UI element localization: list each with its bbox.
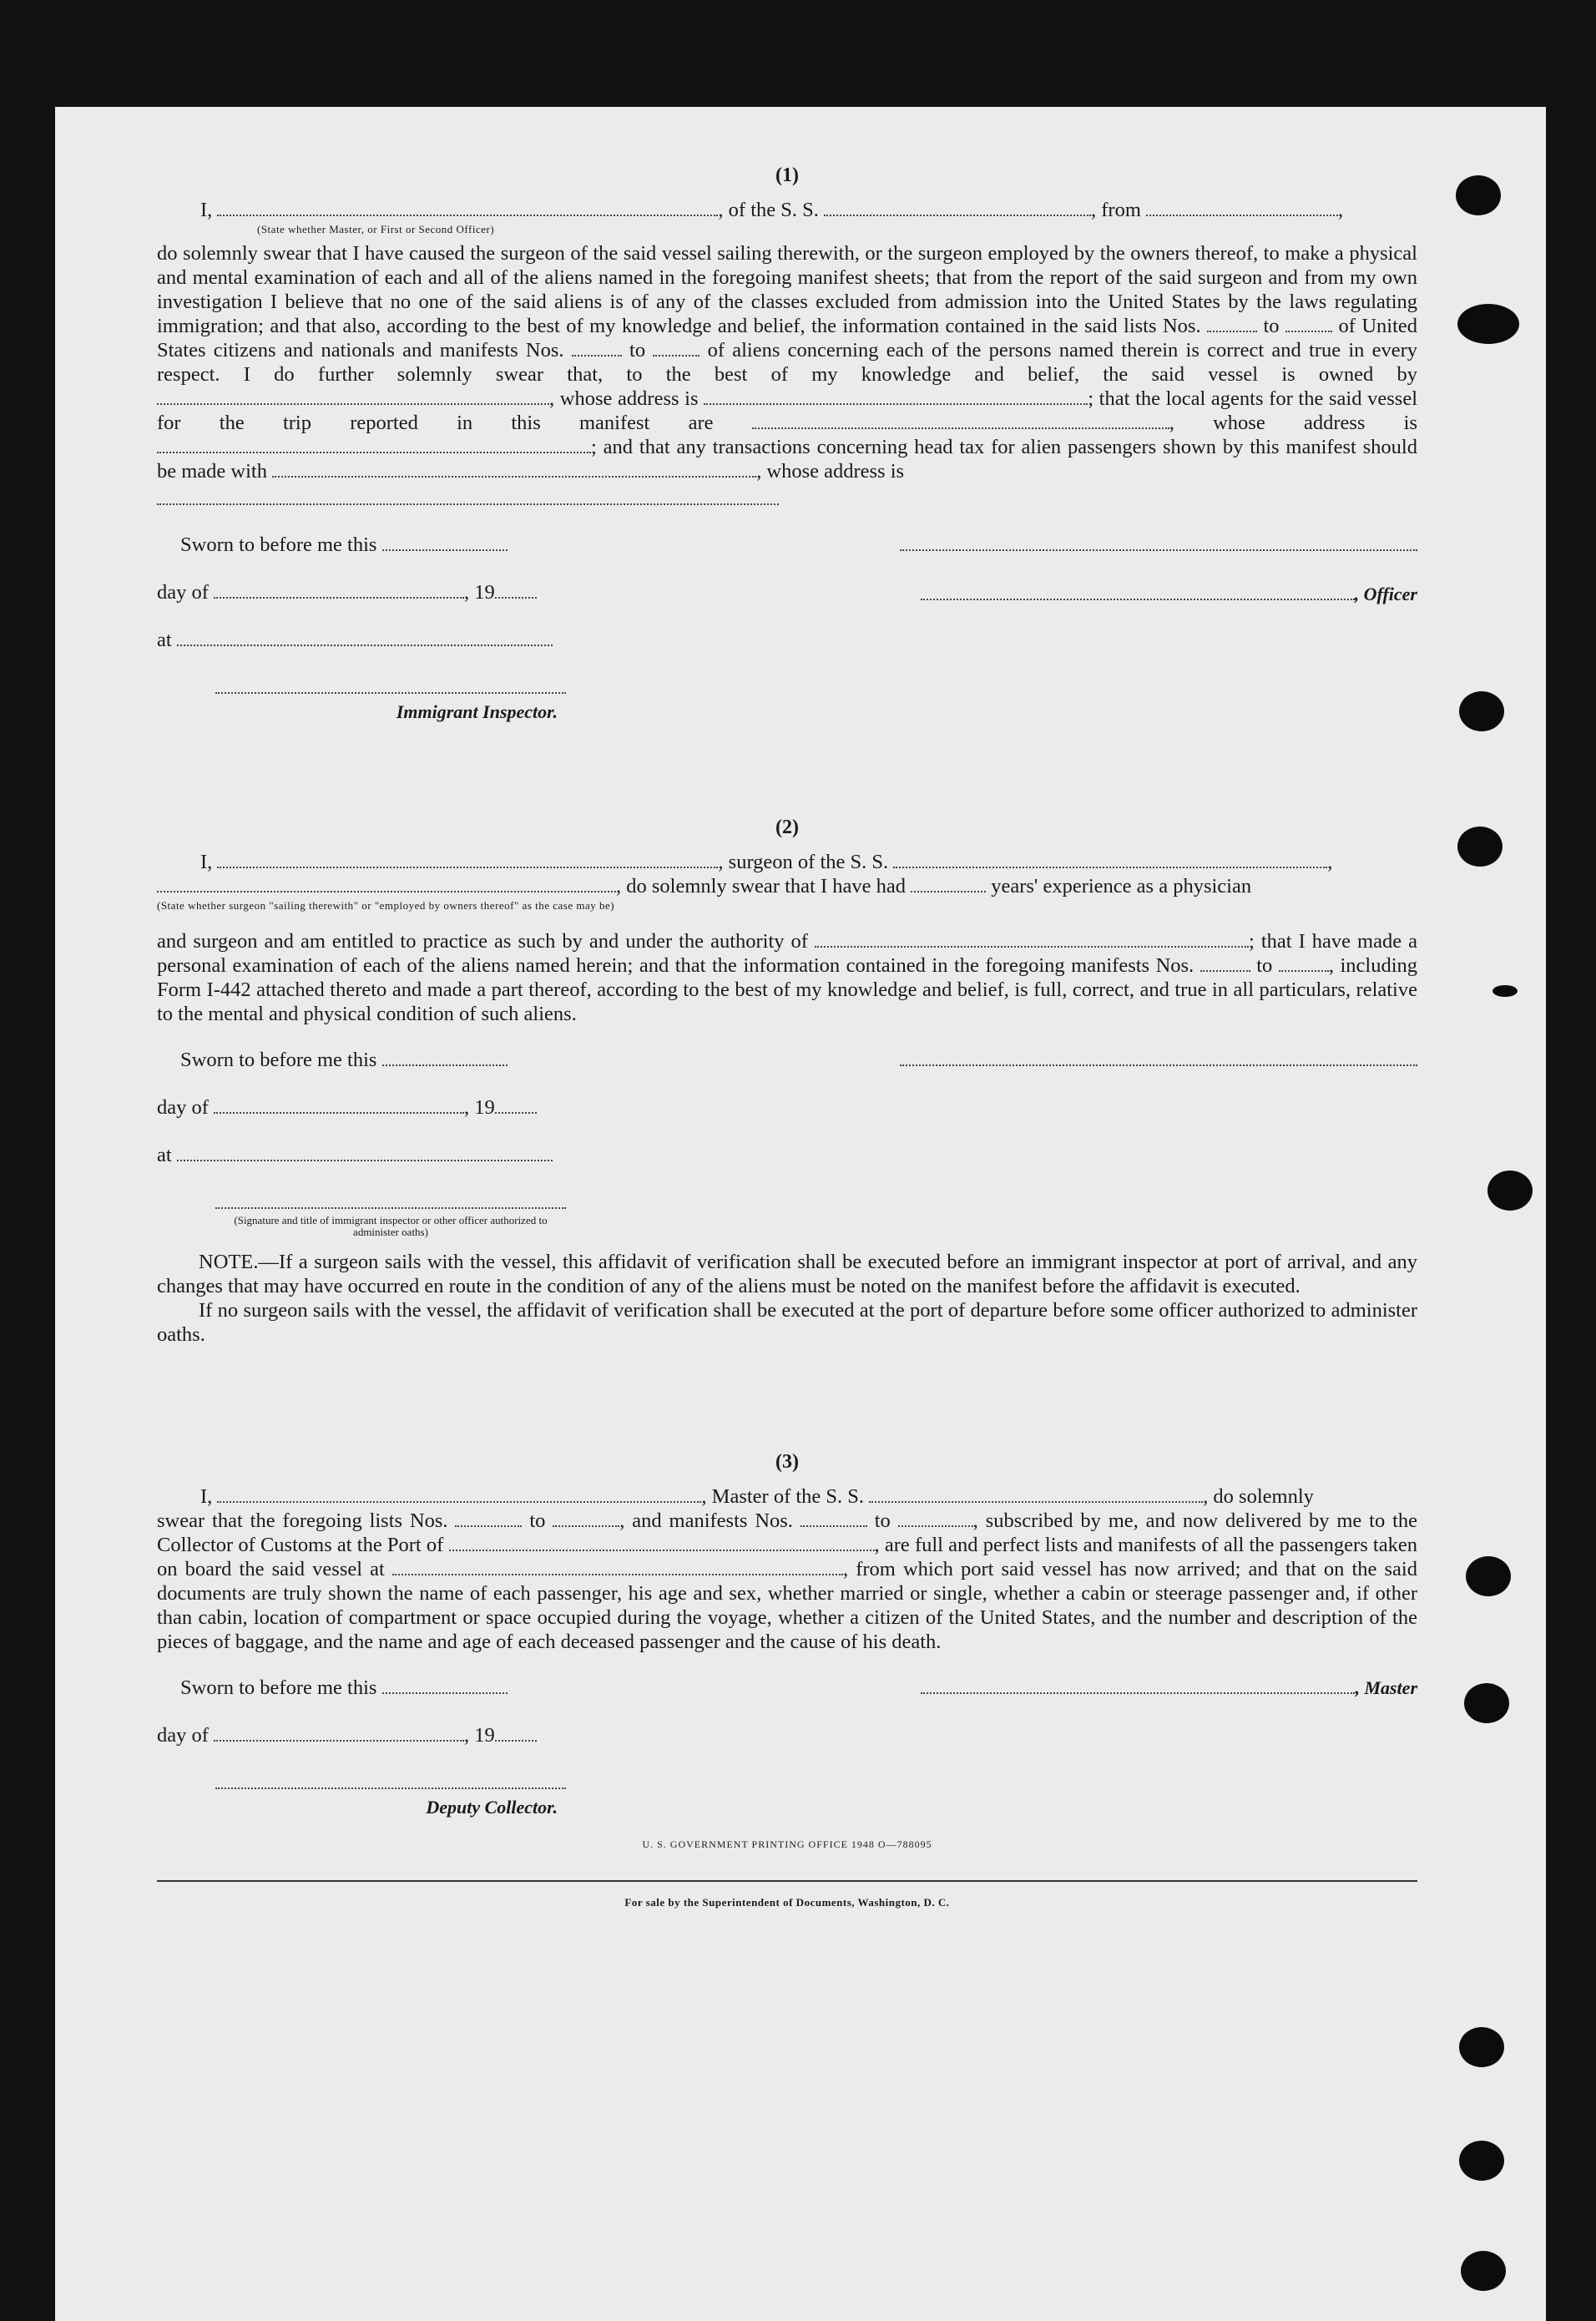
oath-paragraph: do solemnly swear that I have caused the surgeon of the said vessel sailing therewith, or the surgeon employed by the owners thereof, to make a physical and mental examination of each and all of the aliens named in the foregoing manifest sheets; that from the report of the said surgeon and from my own investigation I believe that no one of the said aliens is of any of the classes excluded from admission into the United States by the laws regulating immigration; and that also, according to the best of my knowledge and belief, the information contained in the said lists Nos. to of United States citizens and nationals and manifests Nos. to of aliens concerning each of the persons named therein is correct and true in every respect. I do further solemnly swear that, to the best of my knowledge and belief, the said vessel is owned by , whose address is ; that the local agents for the said vessel for the trip reported in this manifest are , whose address is ; and that any transactions concerning head tax for alien passengers shown by this manifest should be made with , whose address is [157,242,1418,483]
punch-hole [1461,2251,1506,2291]
punch-hole [1459,691,1504,731]
lists-from-field[interactable] [455,1509,522,1527]
sworn-day-field[interactable] [382,533,508,551]
year-field[interactable] [495,1095,537,1114]
officer-field[interactable] [217,198,718,216]
manifests-to-field[interactable] [1279,953,1329,972]
surgeon-status-field[interactable] [157,874,616,892]
from-field[interactable] [1146,198,1338,216]
note-paragraph-2: If no surgeon sails with the vessel, the affidavit of verification shall be executed at the port of departure before some officer authorized to administer oaths. [157,1299,1417,1346]
signature-block-3: Sworn to before me this day of , 19 Deputy Collector. , Master [157,1676,1417,1818]
section-2: (2) I, , surgeon of the S. S. , , do solemnly swear that I have had years' experience as a physician (State whether surgeon "sailing therewith" or "employed by owners thereof" as the case may be) and surgeon and am entitled to practice as such by and under the authority of ; that I have made a personal examination of each of the aliens named herein; and that the information contained in the foregoing manifests Nos. to , including Form I-442 attached thereto and made a part thereof, according to the best of my knowledge and belief, is full, correct, and true in all particulars, relative to the mental and physical condition of such aliens. Sworn to before me this day of , 19 at (Signature and title of immigrant inspector or other officer authorized to administer oaths) NOTE.—If a surgeon sails with the vessel, this affidavit of verification shall be executed before an immigrant inspector at port of arrival, and any changes that may have occurred en route in the condition of any of the aliens must be noted on the manifest before the affidavit is executed. If no surgeon sails with the vessel, the affidavit of verification shall be executed at the port of departure before some officer authorized to administer oaths. [157,817,1418,1346]
punch-hole [1464,1683,1509,1723]
section-number: (3) [775,1451,799,1473]
authority-field[interactable] [815,929,1249,948]
punch-hole [1459,2141,1504,2181]
lists-to-field[interactable] [553,1509,619,1527]
master-signature-field[interactable] [921,1676,1355,1694]
manifests-from-field[interactable] [572,338,622,356]
master-paragraph: swear that the foregoing lists Nos. to , and manifests Nos. to , subscribed by me, and now delivered by me to the Collector of Customs at the Port of , are full and perfect lists and manifests of all the passengers taken on board the said vessel at , from which port said vessel has now arrived; and that on the said documents are truly shown the name of each passenger, his age and sex, whether married or single, whether a cabin or steerage passenger and, if other than cabin, location of compartment or space occupied during the voyage, whether a citizen of the United States, and the number and description of the pieces of baggage, and the name and age of each deceased passenger and the cause of his death. [157,1509,1418,1653]
manifests-to-field[interactable] [898,1509,973,1527]
sworn-day-field[interactable] [382,1676,508,1694]
officer-signature-field-2[interactable] [921,582,1355,600]
surgeon-note: (State whether surgeon "sailing therewith" or "employed by owners thereof" as the case may be) [157,899,615,912]
officer-signature-field-1[interactable] [900,533,1417,551]
administrator-note: (Signature and title of immigrant inspector or other officer authorized to administer oaths) [234,1214,548,1238]
place-field[interactable] [177,1143,553,1161]
inspector-signature-field[interactable] [215,675,566,694]
punch-hole [1457,304,1519,344]
embark-port-field[interactable] [392,1557,843,1575]
vessel-field[interactable] [824,198,1091,216]
month-field[interactable] [214,1095,464,1114]
section-number: (2) [775,817,799,838]
signature-block-1: Sworn to before me this day of , 19 at Immigrant Inspector. , Officer [157,533,1417,722]
section-1 [157,164,1417,724]
lists-to-field[interactable] [1285,314,1332,332]
inspector-caption: Immigrant Inspector. [396,701,558,722]
sale-line: For sale by the Superintendent of Documents, Washington, D. C. [624,1896,950,1909]
punch-hole [1492,985,1518,997]
note-paragraph-1: NOTE.—If a surgeon sails with the vessel, this affidavit of verification shall be executed before an immigrant inspector at port of arrival, and any changes that may have occurred en route in the condition of any of the aliens must be noted on the manifest before the affidavit is executed. [157,1251,1417,1297]
owner-field[interactable] [157,387,549,405]
port-field[interactable] [449,1533,875,1551]
year-field[interactable] [495,1723,537,1742]
agents-address-field[interactable] [157,435,591,453]
officer-note: (State whether Master, or First or Second Officer) [257,223,495,235]
surgeon-vessel-field[interactable] [893,850,1327,868]
lists-from-field[interactable] [1207,314,1257,332]
head-tax-field[interactable] [272,459,756,478]
agents-field[interactable] [752,411,1169,429]
punch-hole [1459,2027,1504,2067]
administrator-signature-field[interactable] [215,1191,566,1209]
punch-hole [1457,827,1503,867]
month-field[interactable] [214,1723,464,1742]
master-vessel-field[interactable] [869,1484,1203,1503]
year-field[interactable] [495,580,537,599]
section-3: (3) I, , Master of the S. S. , do solemnly swear that the foregoing lists Nos. to , and manifests Nos. to , subscribed by me, and now delivered by me to the Collector of Customs at the Port of , are full and perfect lists and manifests of all the passengers taken on board the said vessel at , from which port said vessel has now arrived; and that on the said documents are truly shown the name of each passenger, his age and sex, whether married or single, whether a cabin or steerage passenger and, if other than cabin, location of compartment or space occupied during the voyage, whether a citizen of the United States, and the number and description of the pieces of baggage, and the name and age of each deceased passenger and the cause of his death. Sworn to before me this day of , 19 Deputy Collector. , Master [157,1451,1418,1818]
head-tax-address-field[interactable] [157,487,779,505]
month-field[interactable] [214,580,464,599]
manifests-from-field[interactable] [801,1509,867,1527]
officer-line: I, , of the S. S. , from , [200,199,1344,221]
collector-caption: Deputy Collector. [426,1797,558,1818]
punch-hole [1466,1556,1511,1596]
punch-hole [1487,1171,1533,1211]
years-field[interactable] [911,874,986,892]
signature-block-2: Sworn to before me this day of , 19 at (Signature and title of immigrant inspector or other officer authorized to administer oaths) [157,1048,1417,1238]
printing-office-line: U. S. GOVERNMENT PRINTING OFFICE 1948 O—788095 [642,1838,932,1850]
sworn-day-field[interactable] [382,1048,508,1066]
collector-signature-field[interactable] [215,1771,566,1789]
manifests-from-field[interactable] [1200,953,1250,972]
punch-hole [1456,175,1501,215]
section-number: (1) [775,164,799,186]
surgeon-signature-field[interactable] [900,1048,1417,1066]
place-field[interactable] [177,628,553,646]
form-content [157,164,1417,1914]
footer-rule [157,1880,1417,1882]
master-field[interactable] [217,1484,701,1503]
surgeon-paragraph: and surgeon and am entitled to practice as such by and under the authority of ; that I have made a personal examination of each of the aliens named herein; and that the information contained in the foregoing manifests Nos. to , including Form I-442 attached thereto and made a part thereof, according to the best of my knowledge and belief, is full, correct, and true in all particulars, relative to the mental and physical condition of such aliens. [157,930,1418,1025]
owner-address-field[interactable] [704,387,1088,405]
surgeon-field[interactable] [217,850,718,868]
manifests-to-field[interactable] [653,338,700,356]
